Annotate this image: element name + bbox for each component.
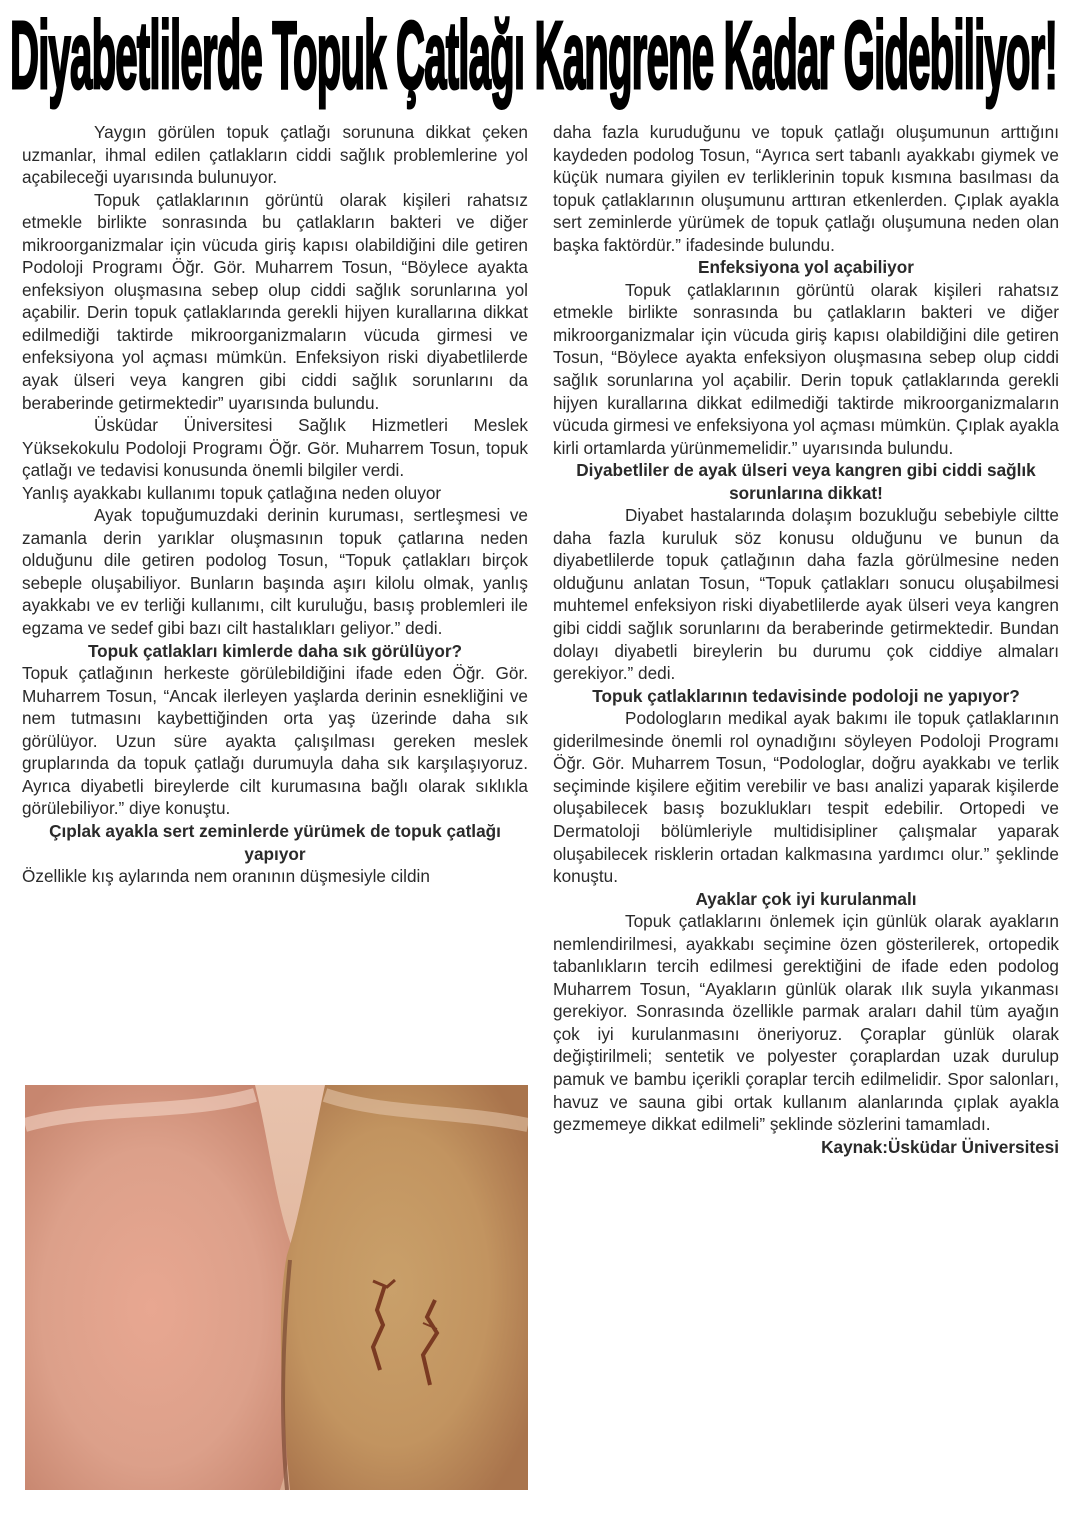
paragraph: Diyabet hastalarında dolaşım bozukluğu sebebiyle ciltte daha fazla kuruluk söz konusu olduğunu ve bunun da diyabetlilerde topuk çatlağının daha fazla görülmesine neden olduğunu anlatan Tosun, “Topuk çatlakları sonucu oluşabilmesi muhtemel enfeksiyon riski diyabetlilerde ayak ülseri veya kangren gibi ciddi sağlık sorunlarını da beraberinde getirmektedir. Bundan dolayı diyabetli bireylerin bu durumu çok ciddiye almaları gerekiyor.” dedi. bbox=[553, 505, 1059, 684]
paragraph: daha fazla kuruduğunu ve topuk çatlağı oluşumunun arttığını kaydeden podolog Tosun, “Ayrıca sert tabanlı ayakkabı giymek ve küçük numara giyilen ev terliklerinin topuk kısmına basılması da topuk çatlaklarının oluşumunu arttıran etkenlerden. Çıplak ayakla sert zeminlerde yürümek de topuk çatlağı oluşumuna neden olan başka faktördür.” ifadesinde bulundu. bbox=[553, 122, 1059, 255]
article-column-right bbox=[553, 121, 1059, 1158]
article-column-left bbox=[22, 121, 528, 888]
paragraph: Topuk çatlaklarının görüntü olarak kişileri rahatsız etmekle birlikte sonrasında bu çatlakların bakteri ve diğer mikroorganizmalar için vücuda giriş kapısı olabildiğini dile getiren Tosun, “Böylece ayakta enfeksiyon oluşmasına sebep olup ciddi sağlık sorunlarına yol açabilir. Derin topuk çatlaklarında gerekli hijyen kurallarına dikkat edilmediği taktirde mikroorganizmaların vücuda girmesi ve enfeksiyona yol açması mümkün. Çıplak ayakla kirli ortamlarda yürünmemelidir.” uyarısında bulundu. bbox=[553, 279, 1059, 458]
paragraph: Podologların medikal ayak bakımı ile topuk çatlaklarının giderilmesinde önemli rol oynadığını söyleyen Podoloji Programı Öğr. Gör. Muharrem Tosun, “Podologlar, doğru ayakkabı ve terlik seçiminde kişilere eğitim verebilir ve bası analizi yaparak kişilerde oluşabilecek basış bozuklukları tespit edebilir. Ortopedi ve Dermatoloji bölümleriyle multidisipliner çalışmalar yaparak oluşabilecek risklerin ortadan kalkmasına yardımcı olur.” şeklinde konuştu. bbox=[553, 708, 1059, 887]
headline-container bbox=[10, 4, 1057, 108]
paragraph: Topuk çatlaklarının görüntü olarak kişileri rahatsız etmekle birlikte sonrasında bu çatlakların bakteri ve diğer mikroorganizmalar için vücuda giriş kapısı olabildiğini dile getiren Podoloji Programı Öğr. Gör. Muharrem Tosun, “Böylece ayakta enfeksiyon oluşmasına sebep olup ciddi sağlık sorunlarına yol açabilir. Derin topuk çatlaklarında gerekli hijyen kurallarına dikkat edilmediği taktirde mikroorganizmaların vücuda girmesi ve enfeksiyona yol açması mümkün. Enfeksiyon riski diyabetlilerde ayak ülseri veya kangren gibi ciddi sağlık sorunlarını da beraberinde getirmektedir” uyarısında bulundu. bbox=[22, 189, 528, 413]
paragraph: Yaygın görülen topuk çatlağı sorununa dikkat çeken uzmanlar, ihmal edilen çatlakların ciddi sağlık problemlerine yol açabileceği uyarısında bulunuyor. bbox=[22, 122, 528, 188]
cracked-heels-photo bbox=[25, 1085, 528, 1490]
paragraph: Topuk çatlağının herkeste görülebildiğini ifade eden Öğr. Gör. Muharrem Tosun, “Ancak ilerleyen yaşlarda derinin esnekliğini ve nem tutmasını kaybettiğinden orta yaş üzerinde daha sık görülüyor. Uzun süre ayakta çalışılması gereken meslek gruplarında da topuk çatlağı durumuyla daha sık karşılaşıyoruz. Ayrıca diyabetli bireylerde cilt kurumasına bağlı olarak sıklıkla görülebiliyor.” diye konuştu. bbox=[22, 663, 528, 819]
section-heading: Enfeksiyona yol açabiliyor bbox=[698, 257, 914, 278]
section-heading: Diyabetliler de ayak ülseri veya kangren gibi ciddi sağlık sorunlarına dikkat! bbox=[576, 460, 1036, 503]
paragraph: Özellikle kış aylarında nem oranının düşmesiyle cildin bbox=[22, 866, 430, 887]
paragraph: Ayak topuğumuzdaki derinin kuruması, sertleşmesi ve zamanla derin yarıklar oluşmasının topuk çatlarına neden olduğunu dile getiren podolog Tosun, “Topuk çatlakları birçok sebeple oluşabiliyor. Bunların başında aşırı kilolu olmak, yanlış ayakkabı ve ev terliği kullanımı, cilt kuruluğu, basış problemleri ile egzama ve sedef gibi bazı cilt hastalıkları geliyor.” dedi. bbox=[22, 505, 528, 639]
paragraph: Yanlış ayakkabı kullanımı topuk çatlağına neden oluyor bbox=[22, 482, 442, 503]
section-heading: Topuk çatlakları kimlerde daha sık görülüyor? bbox=[87, 640, 463, 661]
paragraph: Topuk çatlaklarını önlemek için günlük olarak ayakların nemlendirilmesi, ayakkabı seçimine özen gösterilerek, ortopedik tabanlıkların tercih edilmesi gerektiğini de ifade eden podolog Muharrem Tosun, “Ayakların günlük olarak ılık suyla yıkanması gerekiyor. Sonrasında özellikle parmak araları dahil tüm ayağın çok iyi kurulanmasını öneriyoruz. Çoraplar günlük olarak değiştirilmeli; sentetik ve polyester çoraplardan uzak durulup pamuk ve bambu içerikli çoraplar tercih edilmelidir. Spor salonları, havuz ve sauna gibi ortak kullanım alanlarında çıplak ayakla gezmemeye dikkat edilmeli” şeklinde sözlerini tamamladı. bbox=[553, 911, 1059, 1135]
section-heading: Topuk çatlaklarının tedavisinde podoloji ne yapıyor? bbox=[592, 685, 1020, 706]
section-heading: Ayaklar çok iyi kurulanmalı bbox=[695, 888, 917, 909]
source-credit: Kaynak:Üsküdar Üniversitesi bbox=[821, 1136, 1059, 1157]
headline: Diyabetlilerde Topuk Çatlağı Kangrene Kadar Gidebiliyor! bbox=[10, 2, 1057, 109]
section-heading: Çıplak ayakla sert zeminlerde yürümek de topuk çatlağı yapıyor bbox=[49, 820, 501, 864]
paragraph: Üsküdar Üniversitesi Sağlık Hizmetleri Meslek Yüksekokulu Podoloji Programı Öğr. Gör. Muharrem Tosun, topuk çatlağı ve tedavisi konusunda önemli bilgiler verdi. bbox=[22, 415, 528, 481]
